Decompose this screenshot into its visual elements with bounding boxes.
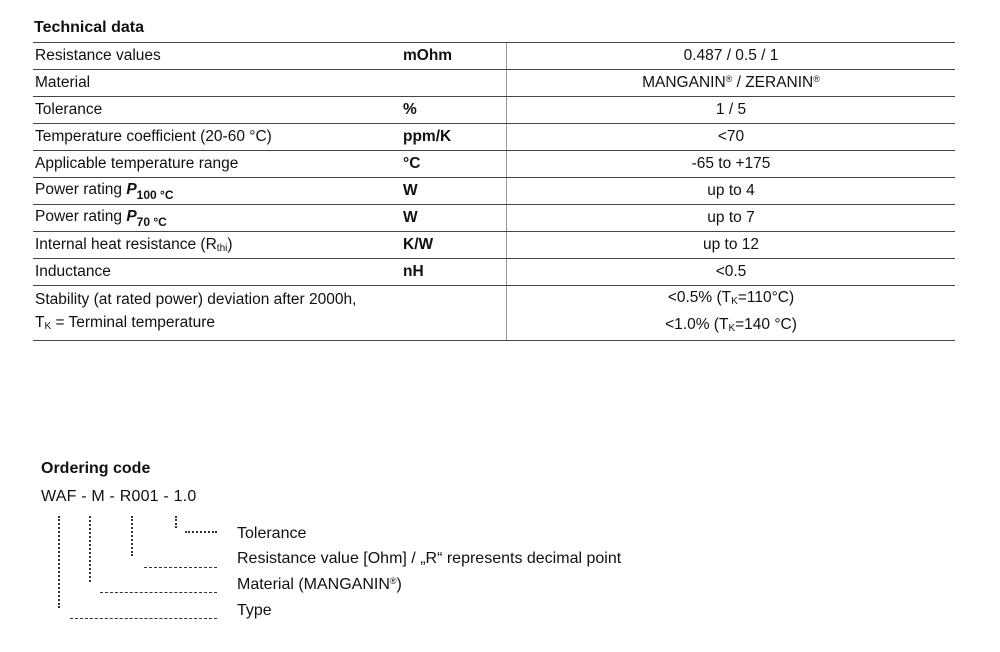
registered-mark: ® [813,74,820,84]
value-cell: 1 / 5 [507,97,956,124]
registered-mark: ® [389,576,397,586]
param-cell: Material [33,70,401,97]
unit-cell: ppm/K [401,124,507,151]
legend-material: Material (MANGANIN®) [237,576,402,593]
param-cell: Resistance values [33,43,401,70]
technical-data-title: Technical data [34,19,144,36]
value-cell: up to 4 [507,178,956,205]
unit-cell: mOhm [401,43,507,70]
table-row [33,259,955,286]
unit-cell: nH [401,259,507,286]
material-leader-line [89,516,91,582]
technical-data-table [33,42,955,341]
table-row [33,151,955,178]
param-cell: Internal heat resistance $(R_{thi})$ [33,232,401,259]
value-cell: 0.487 / 0.5 / 1 [507,43,956,70]
value-cell: <0.5 [507,259,956,286]
unit-cell: K/W [401,232,507,259]
value-cell: <70 [507,124,956,151]
table-row [33,205,955,232]
unit-cell [401,70,507,97]
table-row [33,97,955,124]
value-cell [507,70,956,97]
param-text: Power rating [35,207,127,225]
table-row [33,232,955,259]
table-row [33,124,955,151]
value-text: MANGANIN [642,74,726,91]
table-row [33,43,955,70]
ordering-code-title: Ordering code [41,460,151,477]
value-cell: -65 to +175 [507,151,956,178]
table-row [33,70,955,97]
value-text: / ZERANIN [732,74,814,91]
resistance-leader-line [144,567,217,568]
ordering-code-example: WAF - M - R001 - 1.0 [41,488,197,505]
tolerance-leader-line [175,516,177,528]
material-leader-line [100,592,217,593]
param-cell: Applicable temperature range [33,151,401,178]
legend-type: Type [237,602,272,619]
tolerance-leader-line [185,531,217,533]
param-cell [33,205,401,232]
type-leader-line [58,516,60,608]
resistance-leader-line [131,516,133,556]
legend-resistance-value: Resistance value [Ohm] / „R“ represents decimal point [237,550,622,567]
unit-cell: W [401,205,507,232]
value-cell: up to 7 [507,205,956,232]
table-row [33,286,955,341]
unit-cell: % [401,97,507,124]
power-symbol: $P_{70 ^\circ C}$ [126,207,167,229]
param-cell: Inductance [33,259,401,286]
param-text: Power rating [35,180,127,198]
param-cell: Tolerance [33,97,401,124]
type-leader-line [70,618,217,619]
unit-cell [401,286,507,341]
param-cell: Temperature coefficient (20-60 °C) [33,124,401,151]
param-cell [33,178,401,205]
unit-cell: W [401,178,507,205]
value-cell: <0.5% $(T_K=110^\circ C)$ <1.0% ($T_K=140$ °C) [507,286,956,341]
unit-cell: °C [401,151,507,178]
value-cell: up to 12 [507,232,956,259]
power-symbol: $P_{100 ^\circ C}$ [126,180,174,202]
legend-tolerance: Tolerance [237,525,307,542]
table-row [33,178,955,205]
param-cell: Stability (at rated power) deviation after 2000h, $T_K$ = Terminal temperature [33,286,401,341]
registered-mark: ® [725,74,733,84]
